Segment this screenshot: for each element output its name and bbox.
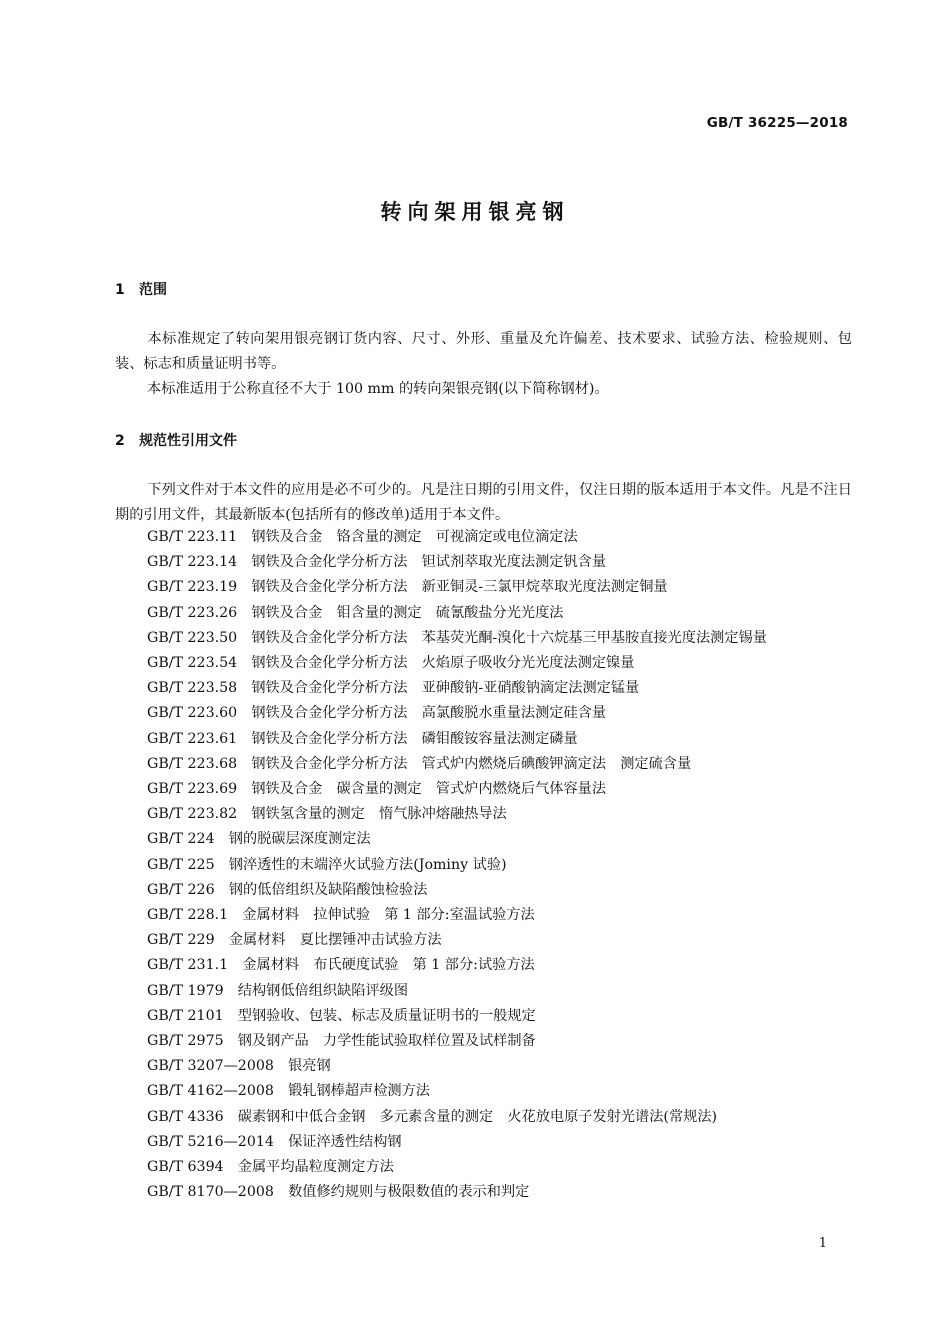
standard-code: GB/T 36225—2018 — [706, 115, 848, 131]
reference-item: GB/T 223.68 钢铁及合金化学分析方法 管式炉内燃烧后碘酸钾滴定法 测定硫含量 — [147, 755, 692, 772]
section-2-title: 规范性引用文件 — [139, 433, 237, 449]
reference-item: GB/T 223.60 钢铁及合金化学分析方法 高氯酸脱水重量法测定硅含量 — [147, 705, 607, 722]
reference-item: GB/T 226 钢的低倍组织及缺陷酸蚀检验法 — [147, 881, 428, 898]
reference-list — [115, 525, 852, 1205]
reference-item: GB/T 4162—2008 锻轧钢棒超声检测方法 — [147, 1083, 430, 1100]
scope-paragraph-1-text: 本标准规定了转向架用银亮钢订货内容、尺寸、外形、重量及允许偏差、技术要求、试验方法、检验规则、包装、标志和质量证明书等。 — [115, 331, 852, 373]
reference-item: GB/T 223.61 钢铁及合金化学分析方法 磷钼酸铵容量法测定磷量 — [147, 730, 578, 747]
section-1-number: 1 — [115, 282, 125, 298]
reference-item: GB/T 224 钢的脱碳层深度测定法 — [147, 831, 371, 848]
reference-item: GB/T 223.82 钢铁氢含量的测定 惰气脉冲熔融热导法 — [147, 806, 507, 823]
reference-item: GB/T 229 金属材料 夏比摆锤冲击试验方法 — [147, 932, 442, 949]
section-2-number: 2 — [115, 433, 125, 449]
section-1-heading — [115, 279, 167, 299]
document-title: 转向架用银亮钢 — [380, 200, 570, 224]
reference-item: GB/T 223.58 钢铁及合金化学分析方法 亚砷酸钠-亚硝酸钠滴定法测定锰量 — [147, 680, 640, 697]
reference-item: GB/T 223.50 钢铁及合金化学分析方法 苯基荧光酮-溴化十六烷基三甲基胺直接光度法测定锡量 — [147, 629, 767, 646]
reference-item: GB/T 2101 型钢验收、包装、标志及质量证明书的一般规定 — [147, 1007, 536, 1024]
reference-item: GB/T 5216—2014 保证淬透性结构钢 — [147, 1133, 402, 1150]
reference-item: GB/T 6394 金属平均晶粒度测定方法 — [147, 1159, 394, 1176]
reference-item: GB/T 231.1 金属材料 布氏硬度试验 第 1 部分:试验方法 — [147, 957, 535, 974]
reference-item: GB/T 223.14 钢铁及合金化学分析方法 钽试剂萃取光度法测定钒含量 — [147, 554, 607, 571]
references-intro — [115, 478, 852, 528]
page-number: 1 — [818, 1236, 827, 1251]
scope-paragraph-2-text: 本标准适用于公称直径不大于 100 mm 的转向架银亮钢(以下简称钢材)。 — [147, 381, 609, 397]
scope-paragraph-1 — [115, 327, 852, 377]
section-1-title: 范围 — [139, 282, 167, 298]
references-intro-text: 下列文件对于本文件的应用是必不可少的。凡是注日期的引用文件，仅注日期的版本适用于本文件。凡是不注日期的引用文件，其最新版本(包括所有的修改单)适用于本文件。 — [115, 482, 852, 524]
reference-item: GB/T 3207—2008 银亮钢 — [147, 1058, 331, 1075]
reference-item: GB/T 228.1 金属材料 拉伸试验 第 1 部分:室温试验方法 — [147, 907, 535, 924]
reference-item: GB/T 223.19 钢铁及合金化学分析方法 新亚铜灵-三氯甲烷萃取光度法测定铜量 — [147, 579, 668, 596]
reference-item: GB/T 1979 结构钢低倍组织缺陷评级图 — [147, 982, 409, 999]
reference-item: GB/T 223.54 钢铁及合金化学分析方法 火焰原子吸收分光光度法测定镍量 — [147, 655, 635, 672]
reference-item: GB/T 8170—2008 数值修约规则与极限数值的表示和判定 — [147, 1184, 530, 1201]
reference-item: GB/T 2975 钢及钢产品 力学性能试验取样位置及试样制备 — [147, 1033, 536, 1050]
reference-item: GB/T 225 钢淬透性的末端淬火试验方法(Jominy 试验) — [147, 856, 507, 873]
reference-item: GB/T 223.11 钢铁及合金 铬含量的测定 可视滴定或电位滴定法 — [147, 529, 578, 545]
reference-item: GB/T 223.26 钢铁及合金 钼含量的测定 硫氰酸盐分光光度法 — [147, 604, 564, 621]
scope-paragraph-2 — [115, 377, 852, 402]
reference-item: GB/T 223.69 钢铁及合金 碳含量的测定 管式炉内燃烧后气体容量法 — [147, 781, 607, 798]
reference-item: GB/T 4336 碳素钢和中低合金钢 多元素含量的测定 火花放电原子发射光谱法(常规法) — [147, 1108, 718, 1125]
section-2-heading — [115, 430, 237, 450]
